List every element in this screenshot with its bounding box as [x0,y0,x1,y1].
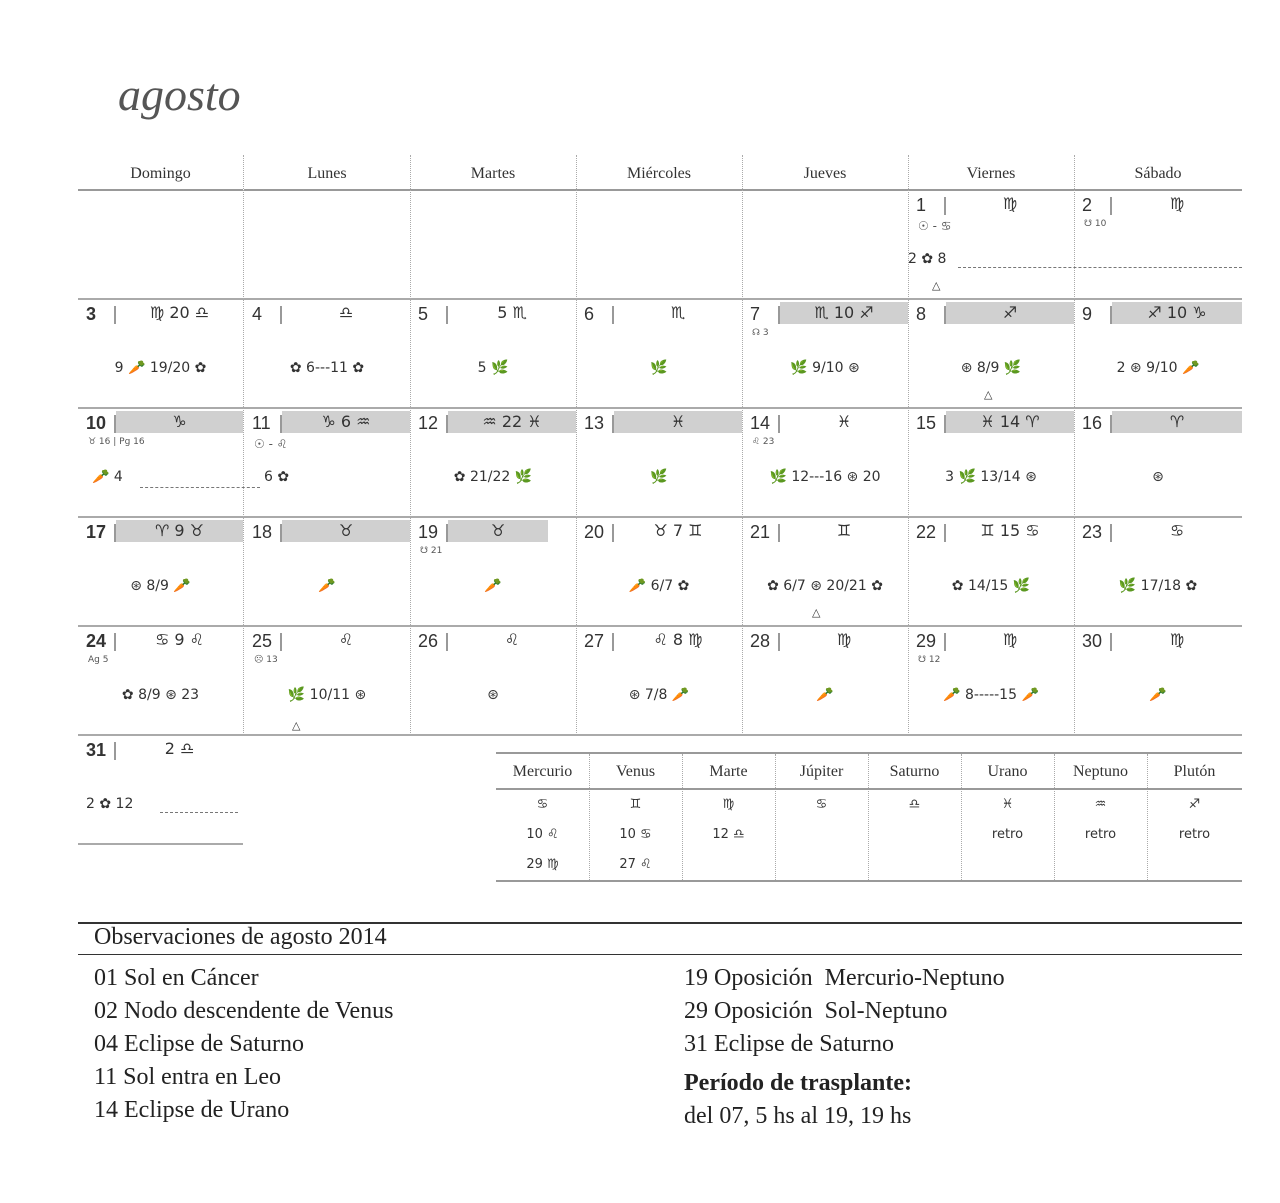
planting-icons: 🥕 [318,578,336,594]
week-row [78,736,243,845]
observation-item: 04 Eclipse de Saturno [94,1031,304,1057]
zodiac-sign: ♉ [282,520,410,542]
planet-name: Neptuno [1054,754,1147,790]
zodiac-sign: ♓ [836,412,852,431]
day-cell-11 [244,409,410,515]
day-number: 2 [1082,195,1093,215]
day-number: 5 [418,304,429,324]
planting-icons: 🥕 [484,578,502,594]
planting-icons: ✿ 6---11 ✿ [289,360,365,376]
planting-icons: ⊛ 7/8 🥕 [628,687,690,703]
observations-title: Observaciones de agosto 2014 [94,924,387,950]
day-cell-18 [244,518,410,624]
astro-note: Ag 5 [88,655,109,665]
planting-icons: ⊛ 8/9 🌿 [960,360,1022,376]
zodiac-sign: ♉ [448,520,548,542]
day-number: 8 [916,304,927,324]
planets-table [496,752,1242,882]
day-cell-12 [410,409,576,515]
planet-name: Venus [589,754,682,790]
transplant-period: del 07, 5 hs al 19, 19 hs [684,1103,912,1129]
observations-right [684,962,1005,1133]
zodiac-sign: ♓ [614,411,742,433]
weekday-header-lunes: Lunes [244,155,410,191]
day-cell-8 [908,300,1074,406]
zodiac-sign: ♋ 9 ♌ [154,630,205,649]
zodiac-sign: ♍ [1002,630,1018,649]
zodiac-sign: ♌ [338,630,354,649]
planting-icons: ✿ 8/9 ⊛ 23 [121,687,200,703]
zodiac-sign: ♍ [1169,194,1185,213]
planting-icons: ⊛ [487,687,499,703]
zodiac-sign: ♓ 14 ♈ [946,411,1074,433]
triangle-icon: △ [292,719,301,732]
planet-sign: ♒ [1094,797,1107,812]
day-cell-16 [1074,409,1242,515]
day-cell-23 [1074,518,1242,624]
day-number: 6 [584,304,595,324]
day-number: 26 [418,631,439,651]
planet-sign: ♍ [722,797,735,812]
planting-icons: ⊛ [1152,469,1164,485]
day-cell-19 [410,518,576,624]
planting-icons: 🥕 6/7 ✿ [628,578,690,594]
planet-name: Marte [682,754,775,790]
planet-column [1147,754,1242,880]
week-row [78,409,1242,518]
planet-column [1054,754,1148,880]
astro-note: ☊ 3 [752,328,769,338]
astro-note: ☹ 13 [254,655,278,665]
planet-column [589,754,683,880]
day-cell-26 [410,627,576,733]
day-cell-15 [908,409,1074,515]
triangle-icon: △ [932,279,941,292]
astro-note: ☉ - ♌ [254,437,288,451]
day-number: 7 [750,304,761,324]
triangle-icon: △ [984,388,993,401]
planet-sign: ♎ [908,797,921,812]
day-number: 22 [916,522,937,542]
weekday-header-martes: Martes [410,155,576,191]
day-cell-24 [78,627,243,733]
day-number: 13 [584,413,605,433]
zodiac-sign: 2 ♎ [164,739,195,758]
planet-sign: ♓ [1001,797,1014,812]
day-number: 31 [86,740,107,760]
observation-item: 19 Oposición Mercurio-Neptuno [684,965,1005,991]
day-cell-14 [742,409,908,515]
day-cell-28 [742,627,908,733]
planting-icons: 🌿 10/11 ⊛ [287,687,367,703]
observation-item: 31 Eclipse de Saturno [684,1031,894,1057]
day-number: 1 [916,195,927,215]
day-cell-21 [742,518,908,624]
day-number: 11 [252,413,271,433]
day-cell-30 [1074,627,1242,733]
observations-rule [78,954,1242,955]
zodiac-sign: ♐ [946,302,1074,324]
planet-column [961,754,1055,880]
weekday-header-viernes: Viernes [908,155,1074,191]
astro-note: ☋ 10 [1084,219,1107,229]
planting-icons: 🌿 17/18 ✿ [1118,578,1198,594]
day-number: 24 [86,631,107,651]
day-number: 18 [252,522,273,542]
day-number: 29 [916,631,937,651]
triangle-icon: △ [812,606,821,619]
weekday-header-jueves: Jueves [742,155,908,191]
zodiac-sign: ♏ [670,303,686,322]
planting-icons: 5 🌿 [477,360,509,376]
astro-note: ☋ 21 [420,546,443,556]
weekday-header-miercoles: Miércoles [576,155,742,191]
day-cell-29 [908,627,1074,733]
zodiac-sign: ♍ [836,630,852,649]
planet-column [775,754,869,880]
zodiac-sign: ♍ 20 ♎ [149,303,210,322]
planting-icons: 🌿 [650,469,668,485]
zodiac-sign: ♏ 10 ♐ [780,302,908,324]
day-number: 9 [1082,304,1093,324]
planet-column [682,754,776,880]
planting-icons: 🥕 4 [92,469,123,485]
observation-item: 14 Eclipse de Urano [94,1097,290,1123]
day-number: 10 [86,413,107,433]
observation-item: 29 Oposición Sol-Neptuno [684,998,948,1024]
zodiac-sign: ♊ [836,521,852,540]
week-row [78,300,1242,409]
planting-icons: 🥕 [816,687,834,703]
day-cell-6 [576,300,742,406]
day-number: 4 [252,304,263,324]
observations-left [94,962,393,1127]
planet-change: retro [1178,827,1211,842]
observation-item: 11 Sol entra en Leo [94,1064,282,1090]
day-number: 20 [584,522,605,542]
zodiac-sign: ♍ [1002,194,1018,213]
zodiac-sign: ♍ [1169,630,1185,649]
planet-change: 10 ♌ [526,827,559,842]
astro-note: ☋ 12 [918,655,941,665]
day-number: 3 [86,304,97,324]
period-dash [160,812,238,813]
day-cell-20 [576,518,742,624]
day-cell-5 [410,300,576,406]
planting-icons: ✿ 21/22 🌿 [453,469,533,485]
day-cell-31 [78,736,243,842]
week-row [78,518,1242,627]
planet-sign: ♋ [815,797,828,812]
day-cell-4 [244,300,410,406]
planting-icons: 3 🌿 13/14 ⊛ [945,469,1037,485]
planet-name: Júpiter [775,754,868,790]
day-number: 28 [750,631,771,651]
planet-change: 12 ♎ [712,827,745,842]
planting-icons: 🌿 9/10 ⊛ [790,360,860,376]
planting-icons: ✿ 14/15 🌿 [951,578,1031,594]
day-number: 23 [1082,522,1103,542]
day-number: 16 [1082,413,1103,433]
zodiac-sign: ♌ 8 ♍ [653,630,703,649]
planting-icons: 🌿 [650,360,668,376]
week-row [78,191,1242,300]
planet-sign: ♐ [1188,797,1201,812]
weekday-header-domingo: Domingo [78,155,243,191]
period-dash [140,487,260,488]
day-cell-2 [1074,191,1242,297]
zodiac-sign: ♈ 9 ♉ [116,520,243,542]
planet-column [496,754,590,880]
day-cell-25 [244,627,410,733]
astro-note: ☉ - ♋ [918,219,952,233]
planet-column [868,754,962,880]
day-cell-7 [742,300,908,406]
planet-name: Saturno [868,754,961,790]
planet-name: Mercurio [496,754,589,790]
planting-icons: 🌿 12---16 ⊛ 20 [769,469,881,485]
observation-item: 01 Sol en Cáncer [94,965,259,991]
day-number: 21 [750,522,771,542]
zodiac-sign: ♒ 22 ♓ [448,411,576,433]
astro-note: ♌ 23 [752,437,775,447]
planting-icons: ✿ 6/7 ⊛ 20/21 ✿ [767,578,883,594]
day-number: 17 [86,522,107,542]
week-row [78,627,1242,736]
day-number: 15 [916,413,937,433]
planet-name: Plutón [1147,754,1242,790]
weekday-header-sabado: Sábado [1074,155,1242,191]
planting-icons: 🥕 [1149,687,1167,703]
day-cell-13 [576,409,742,515]
zodiac-sign: ♊ 15 ♋ [980,521,1040,540]
zodiac-sign: ♌ [504,630,520,649]
zodiac-sign: ♐ 10 ♑ [1112,302,1242,324]
zodiac-sign: ♈ [1112,411,1242,433]
day-cell-22 [908,518,1074,624]
planet-change: retro [1084,827,1117,842]
day-cell-10 [78,409,243,515]
day-number: 30 [1082,631,1103,651]
zodiac-sign: ♋ [1169,521,1185,540]
zodiac-sign: ♉ 7 ♊ [653,521,703,540]
day-cell-1 [908,191,1074,297]
day-number: 19 [418,522,439,542]
planting-icons: 2 ⊛ 9/10 🥕 [1116,360,1200,376]
planet-change: 27 ♌ [619,857,652,872]
transplant-title: Período de trasplante: [684,1070,912,1096]
day-cell-9 [1074,300,1242,406]
planting-icons: 2 ✿ 8 [908,251,947,267]
day-number: 14 [750,413,771,433]
planting-icons: 🥕 8-----15 🥕 [943,687,1039,703]
planet-name: Urano [961,754,1054,790]
zodiac-sign: ♎ [338,303,354,322]
observation-item: 02 Nodo descendente de Venus [94,998,394,1024]
zodiac-sign: 5 ♏ [497,303,527,322]
planet-change: 29 ♍ [526,857,559,872]
day-number: 27 [584,631,605,651]
day-number: 12 [418,413,439,433]
astro-note: ♉ 16 | Pg 16 [88,437,145,447]
day-cell-3 [78,300,243,406]
day-number: 25 [252,631,273,651]
planet-sign: ♋ [536,797,549,812]
planting-icons: 2 ✿ 12 [86,796,134,812]
day-cell-17 [78,518,243,624]
planet-change: retro [991,827,1024,842]
planet-sign: ♊ [629,797,642,812]
planet-change: 10 ♋ [619,827,652,842]
planting-icons: ⊛ 8/9 🥕 [130,578,191,594]
planting-icons: 6 ✿ [264,469,290,485]
month-title: agosto [118,69,241,120]
zodiac-sign: ♑ 6 ♒ [282,411,410,433]
day-cell-27 [576,627,742,733]
planting-icons: 9 🥕 19/20 ✿ [114,360,207,376]
zodiac-sign: ♑ [116,411,243,433]
